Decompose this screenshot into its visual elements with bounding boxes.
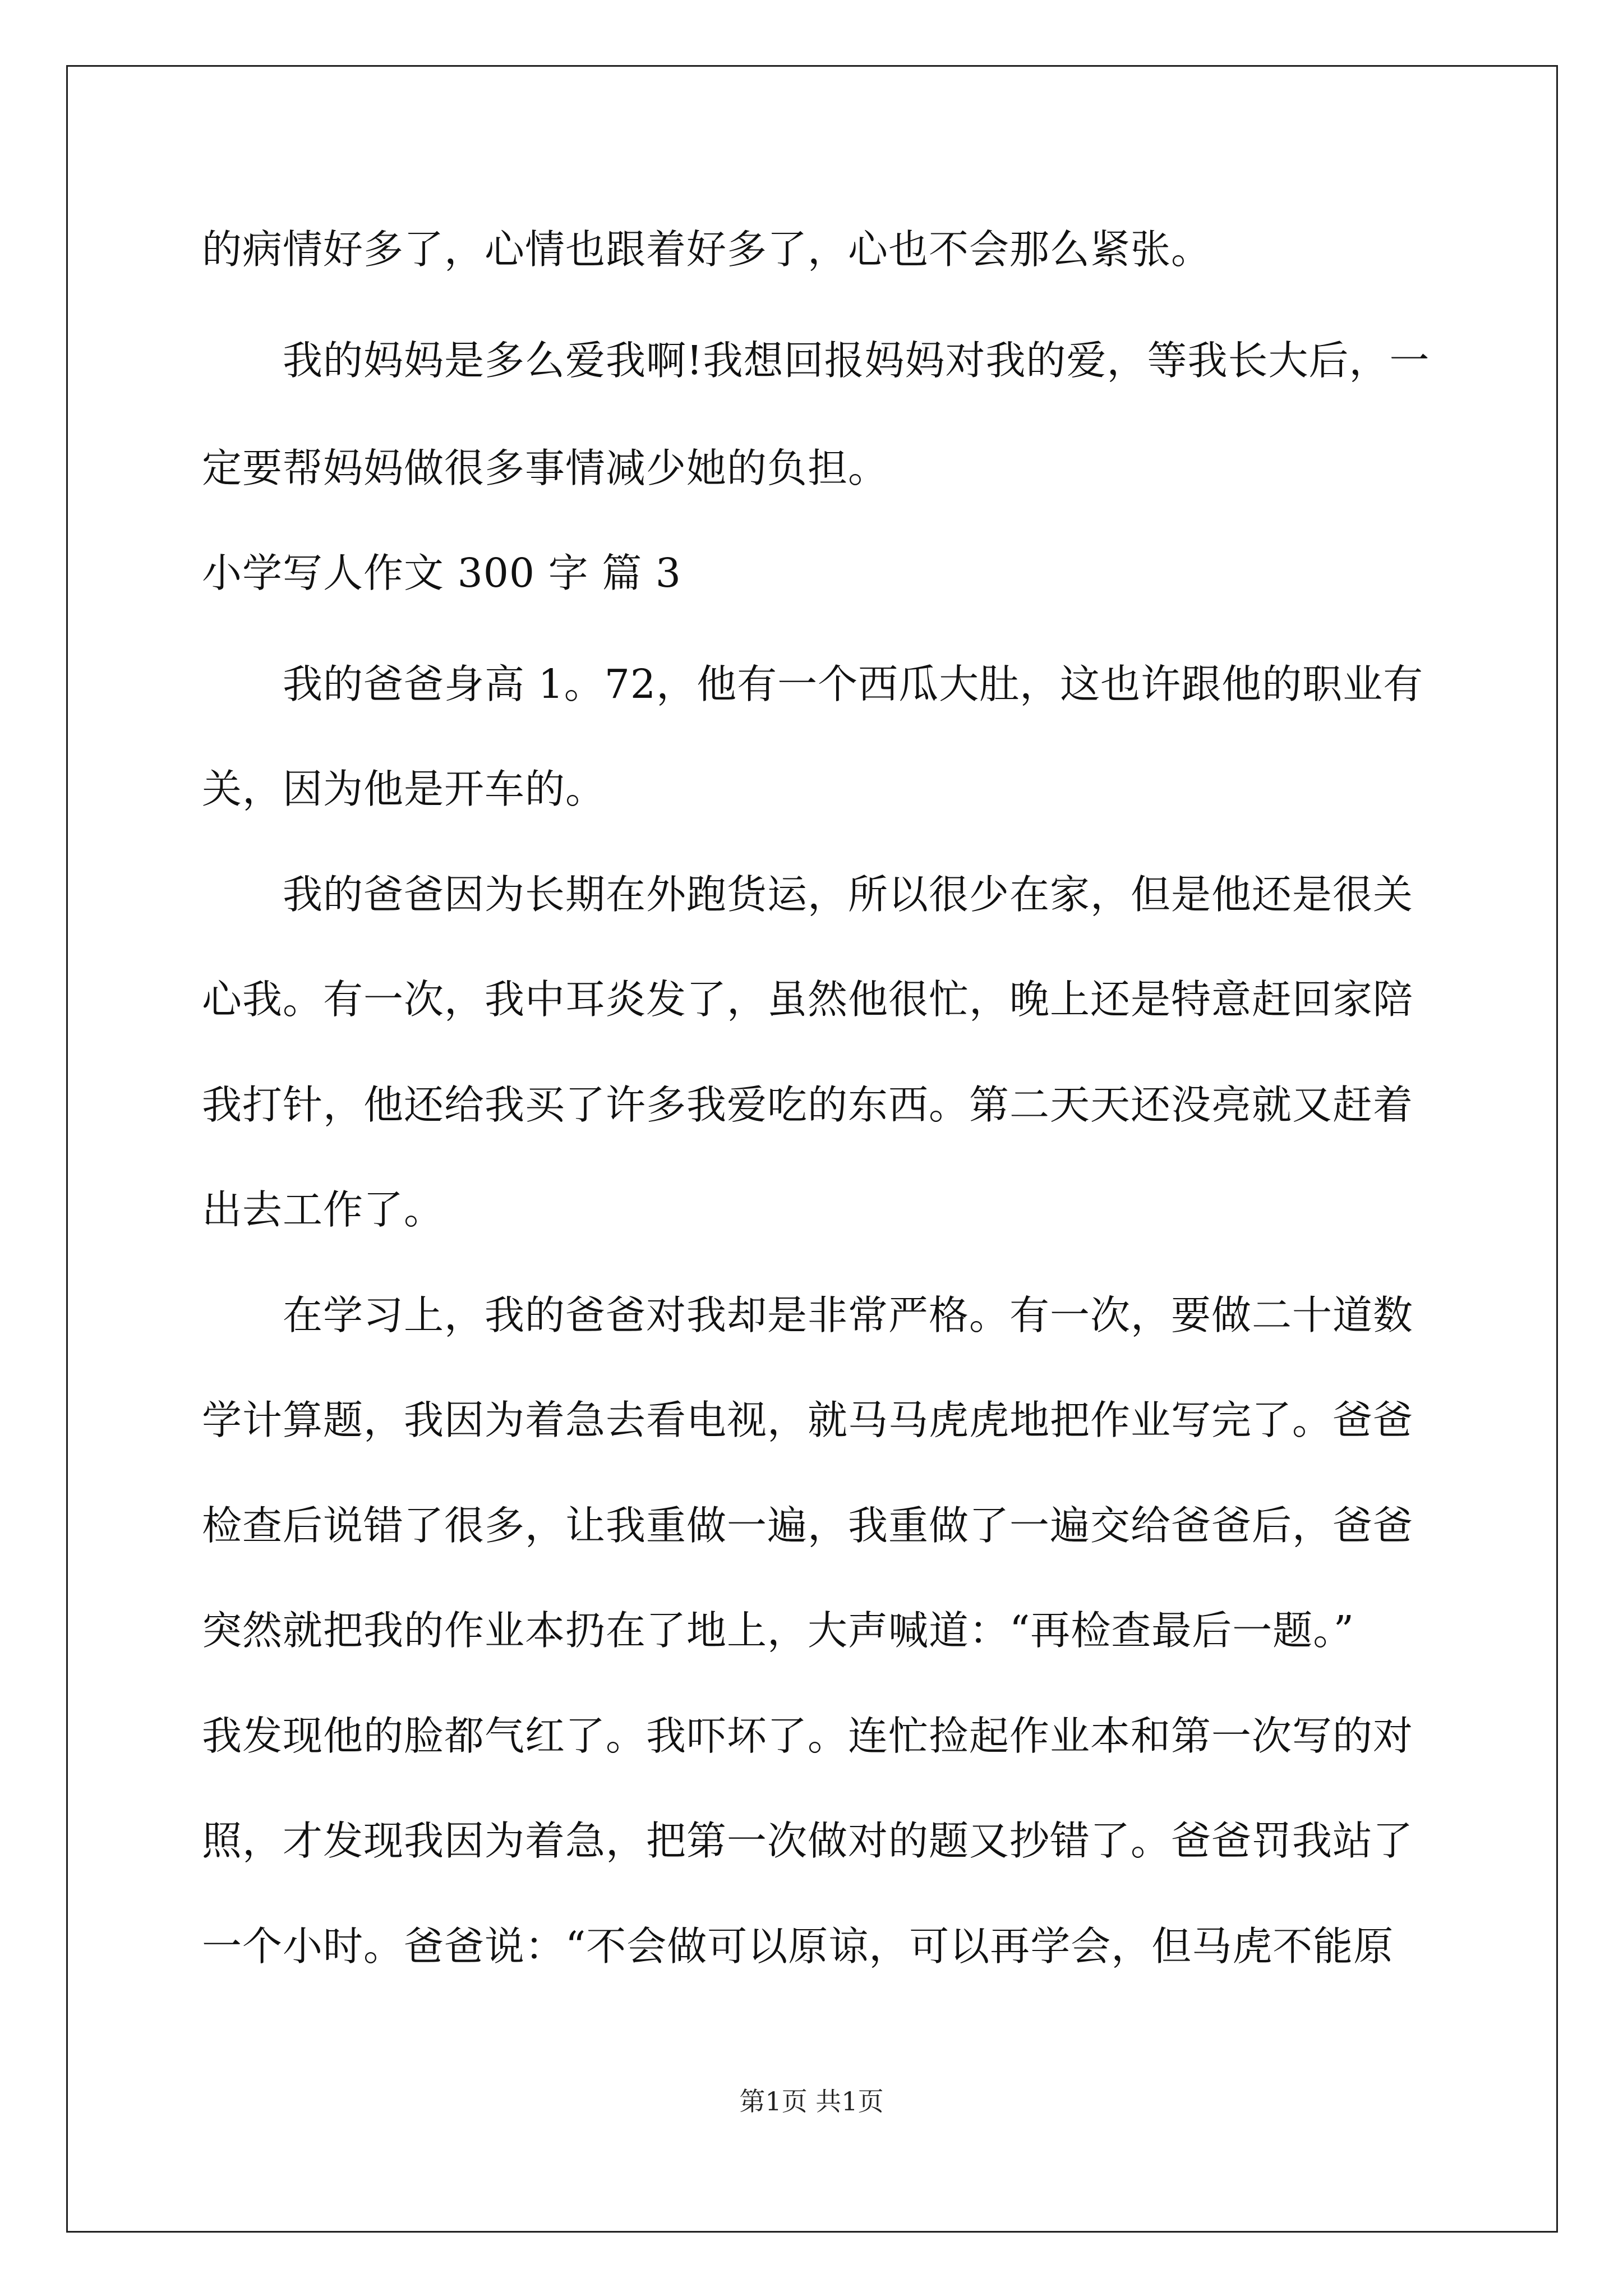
text-line: 检查后说错了很多，让我重做一遍，我重做了一遍交给爸爸后，爸爸 <box>202 1502 1414 1549</box>
page-border <box>66 65 1558 2233</box>
text-line: 在学习上，我的爸爸对我却是非常严格。有一次，要做二十道数 <box>202 1292 1414 1338</box>
text-line: 照，才发现我因为着急，把第一次做对的题又抄错了。爸爸罚我站了 <box>202 1818 1414 1864</box>
page-number-footer: 第1页 共1页 <box>739 2086 884 2116</box>
text-line: 的病情好多了，心情也跟着好多了，心也不会那么紧张。 <box>202 226 1212 273</box>
text-line: 突然就把我的作业本扔在了地上，大声喊道：“再检查最后一题。” <box>202 1607 1355 1654</box>
text-line: 我的爸爸身高 1。72，他有一个西瓜大肚，这也许跟他的职业有 <box>202 661 1424 707</box>
text-line: 出去工作了。 <box>202 1186 445 1233</box>
text-line: 定要帮妈妈做很多事情减少她的负担。 <box>202 445 889 491</box>
text-line: 我打针，他还给我买了许多我爱吃的东西。第二天天还没亮就又赶着 <box>202 1082 1414 1128</box>
text-line: 我的爸爸因为长期在外跑货运，所以很少在家，但是他还是很关 <box>202 871 1414 918</box>
text-line: 心我。有一次，我中耳炎发了，虽然他很忙，晚上还是特意赶回家陪 <box>202 976 1414 1023</box>
text-line: 一个小时。爸爸说：“不会做可以原谅，可以再学会，但马虎不能原 <box>202 1923 1394 1970</box>
text-line: 我的妈妈是多么爱我啊!我想回报妈妈对我的爱，等我长大后，一 <box>202 337 1430 384</box>
text-line: 我发现他的脸都气红了。我吓坏了。连忙捡起作业本和第一次写的对 <box>202 1713 1414 1759</box>
section-heading: 小学写人作文 300 字 篇 3 <box>202 550 681 596</box>
text-line: 关，因为他是开车的。 <box>202 766 606 812</box>
text-line: 学计算题，我因为着急去看电视，就马马虎虎地把作业写完了。爸爸 <box>202 1397 1414 1443</box>
